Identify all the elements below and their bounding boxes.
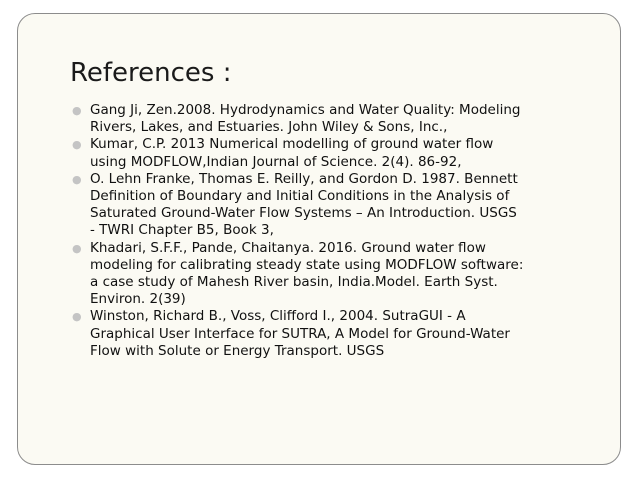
bullet-icon: ● — [72, 138, 82, 152]
reference-line: - TWRI Chapter B5, Book 3, — [90, 222, 274, 239]
reference-line: Khadari, S.F.F., Pande, Chaitanya. 2016. Ground water flow — [90, 239, 486, 256]
bullet-icon: ● — [72, 104, 82, 117]
reference-line: Graphical User Interface for SUTRA, A Model for Ground-Water — [90, 325, 510, 342]
bullet-icon: ● — [72, 172, 82, 186]
reference-line: a case study of Mahesh River basin, India.Model. Earth Syst. — [90, 274, 498, 291]
reference-line: Kumar, C.P. 2013 Numerical modelling of ground water flow — [90, 136, 494, 153]
reference-line: Environ. 2(39) — [90, 291, 186, 308]
reference-item — [72, 171, 612, 240]
reference-line: Saturated Ground-Water Flow Systems – An Introduction. USGS — [90, 205, 517, 222]
reference-item — [72, 308, 612, 360]
reference-line: using MODFLOW,Indian Journal of Science. 2(4). 86-92, — [90, 153, 462, 170]
reference-item — [72, 240, 612, 309]
reference-line: modeling for calibrating steady state using MODFLOW software: — [90, 256, 524, 273]
reference-line: Winston, Richard B., Voss, Clifford I., 2004. SutraGUI - A — [90, 308, 466, 325]
bullet-icon: ● — [72, 241, 82, 255]
reference-line: Rivers, Lakes, and Estuaries. John Wiley & Sons, Inc., — [90, 119, 448, 136]
bullet-icon: ● — [72, 310, 82, 324]
reference-line: Flow with Solute or Energy Transport. USGS — [90, 342, 385, 359]
reference-line: Definition of Boundary and Initial Conditions in the Analysis of — [90, 188, 510, 205]
reference-line: O. Lehn Franke, Thomas E. Reilly, and Gordon D. 1987. Bennett — [90, 170, 518, 187]
reference-list — [72, 102, 612, 360]
reference-item — [72, 136, 612, 170]
slide-title: References : — [70, 58, 232, 88]
reference-item — [72, 102, 612, 136]
reference-line: Gang Ji, Zen.2008. Hydrodynamics and Water Quality: Modeling — [90, 102, 521, 118]
